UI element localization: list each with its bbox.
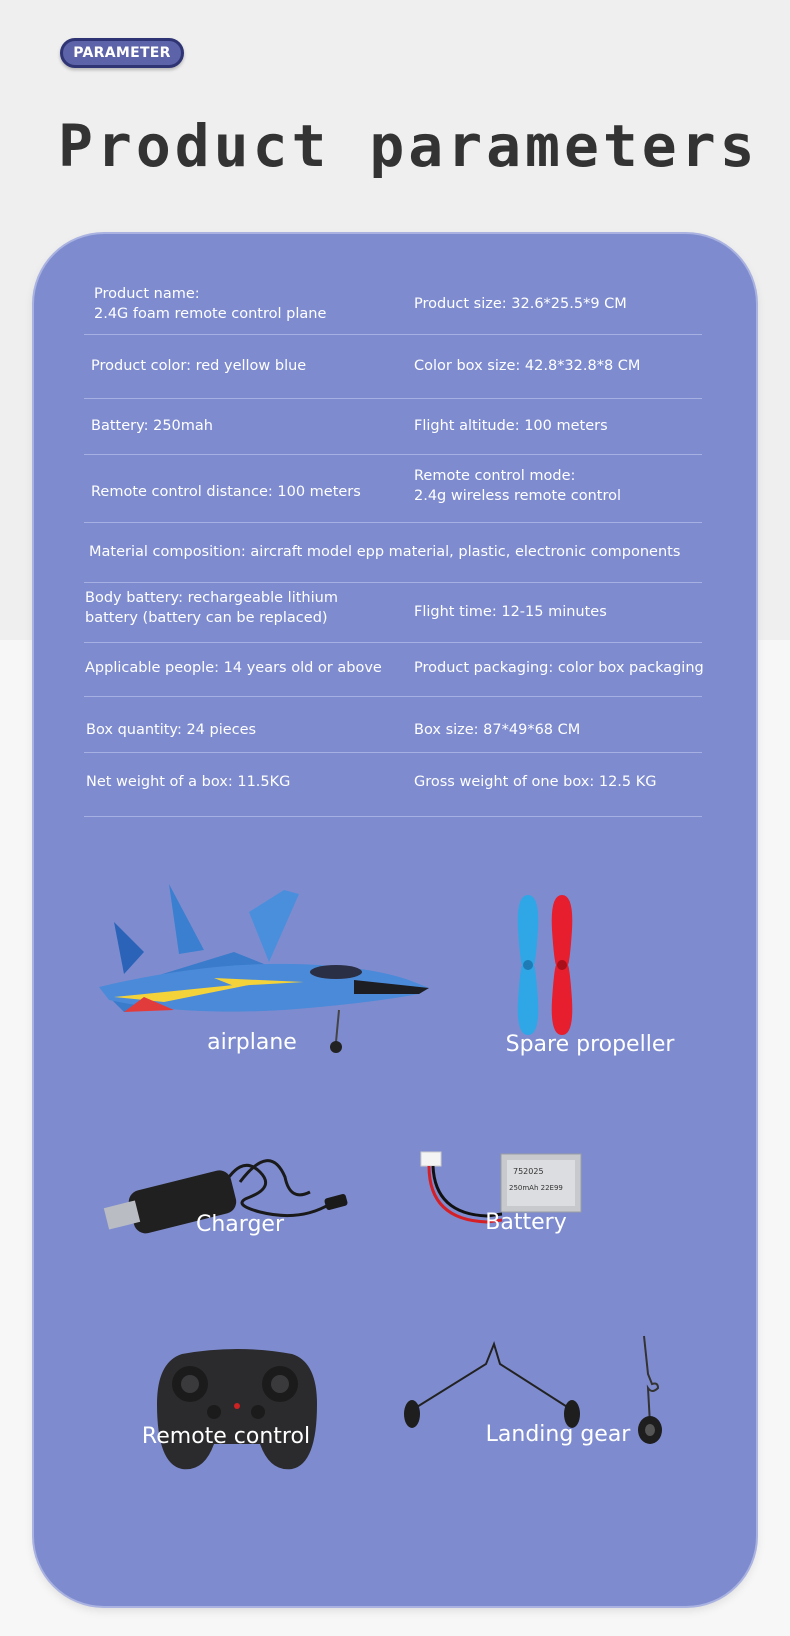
spec-text: Body battery: rechargeable lithium <box>85 590 338 606</box>
landing-gear-label: Landing gear <box>485 1422 631 1447</box>
spec-product-size: Product size: 32.6*25.5*9 CM <box>414 296 627 312</box>
spec-row <box>84 752 702 817</box>
remote-control-image <box>152 1344 322 1474</box>
airplane-label: airplane <box>207 1030 297 1055</box>
spec-row <box>84 334 702 399</box>
spec-row <box>84 522 702 583</box>
spec-net-weight: Net weight of a box: 11.5KG <box>86 774 291 790</box>
spec-text: battery (battery can be replaced) <box>85 610 328 626</box>
spec-remote-mode <box>414 466 621 506</box>
spec-box-quantity: Box quantity: 24 pieces <box>86 722 257 738</box>
spec-text: 2.4g wireless remote control <box>414 488 622 504</box>
spec-flight-time: Flight time: 12-15 minutes <box>414 604 607 620</box>
spec-applicable-people: Applicable people: 14 years old or above <box>85 660 382 676</box>
spec-remote-distance: Remote control distance: 100 meters <box>91 484 361 500</box>
spec-row <box>84 454 702 523</box>
spec-row <box>84 696 702 753</box>
spec-material: Material composition: aircraft model epp material, plastic, electronic components <box>89 544 681 560</box>
spec-product-color: Product color: red yellow blue <box>91 358 307 374</box>
battery-label: Battery <box>485 1210 567 1235</box>
spec-gross-weight: Gross weight of one box: 12.5 KG <box>414 774 657 790</box>
spec-text: Remote control mode: <box>414 468 576 484</box>
spec-row <box>84 582 702 643</box>
parameter-card <box>34 234 756 1606</box>
battery-capacity-text: 250mAh 22E99 <box>509 1184 563 1192</box>
spec-box-size: Box size: 87*49*68 CM <box>414 722 581 738</box>
spec-row <box>84 276 702 335</box>
battery-model-text: 752025 <box>513 1167 544 1176</box>
remote-control-label: Remote control <box>141 1424 311 1449</box>
spec-body-battery <box>85 588 338 628</box>
charger-label: Charger <box>196 1212 284 1237</box>
spec-row <box>84 642 702 697</box>
spec-battery: Battery: 250mah <box>91 418 213 434</box>
spec-product-name <box>94 284 326 324</box>
page-title: Product parameters <box>58 112 759 180</box>
propeller-image <box>506 890 586 1040</box>
spec-text: 2.4G foam remote control plane <box>94 306 327 322</box>
spec-packaging: Product packaging: color box packaging <box>414 660 704 676</box>
spec-color-box-size: Color box size: 42.8*32.8*8 CM <box>414 358 641 374</box>
propeller-label: Spare propeller <box>505 1032 675 1057</box>
spec-row <box>84 398 702 455</box>
spec-text: Product name: <box>94 286 200 302</box>
spec-flight-altitude: Flight altitude: 100 meters <box>414 418 608 434</box>
parameter-badge: PARAMETER <box>60 38 184 68</box>
